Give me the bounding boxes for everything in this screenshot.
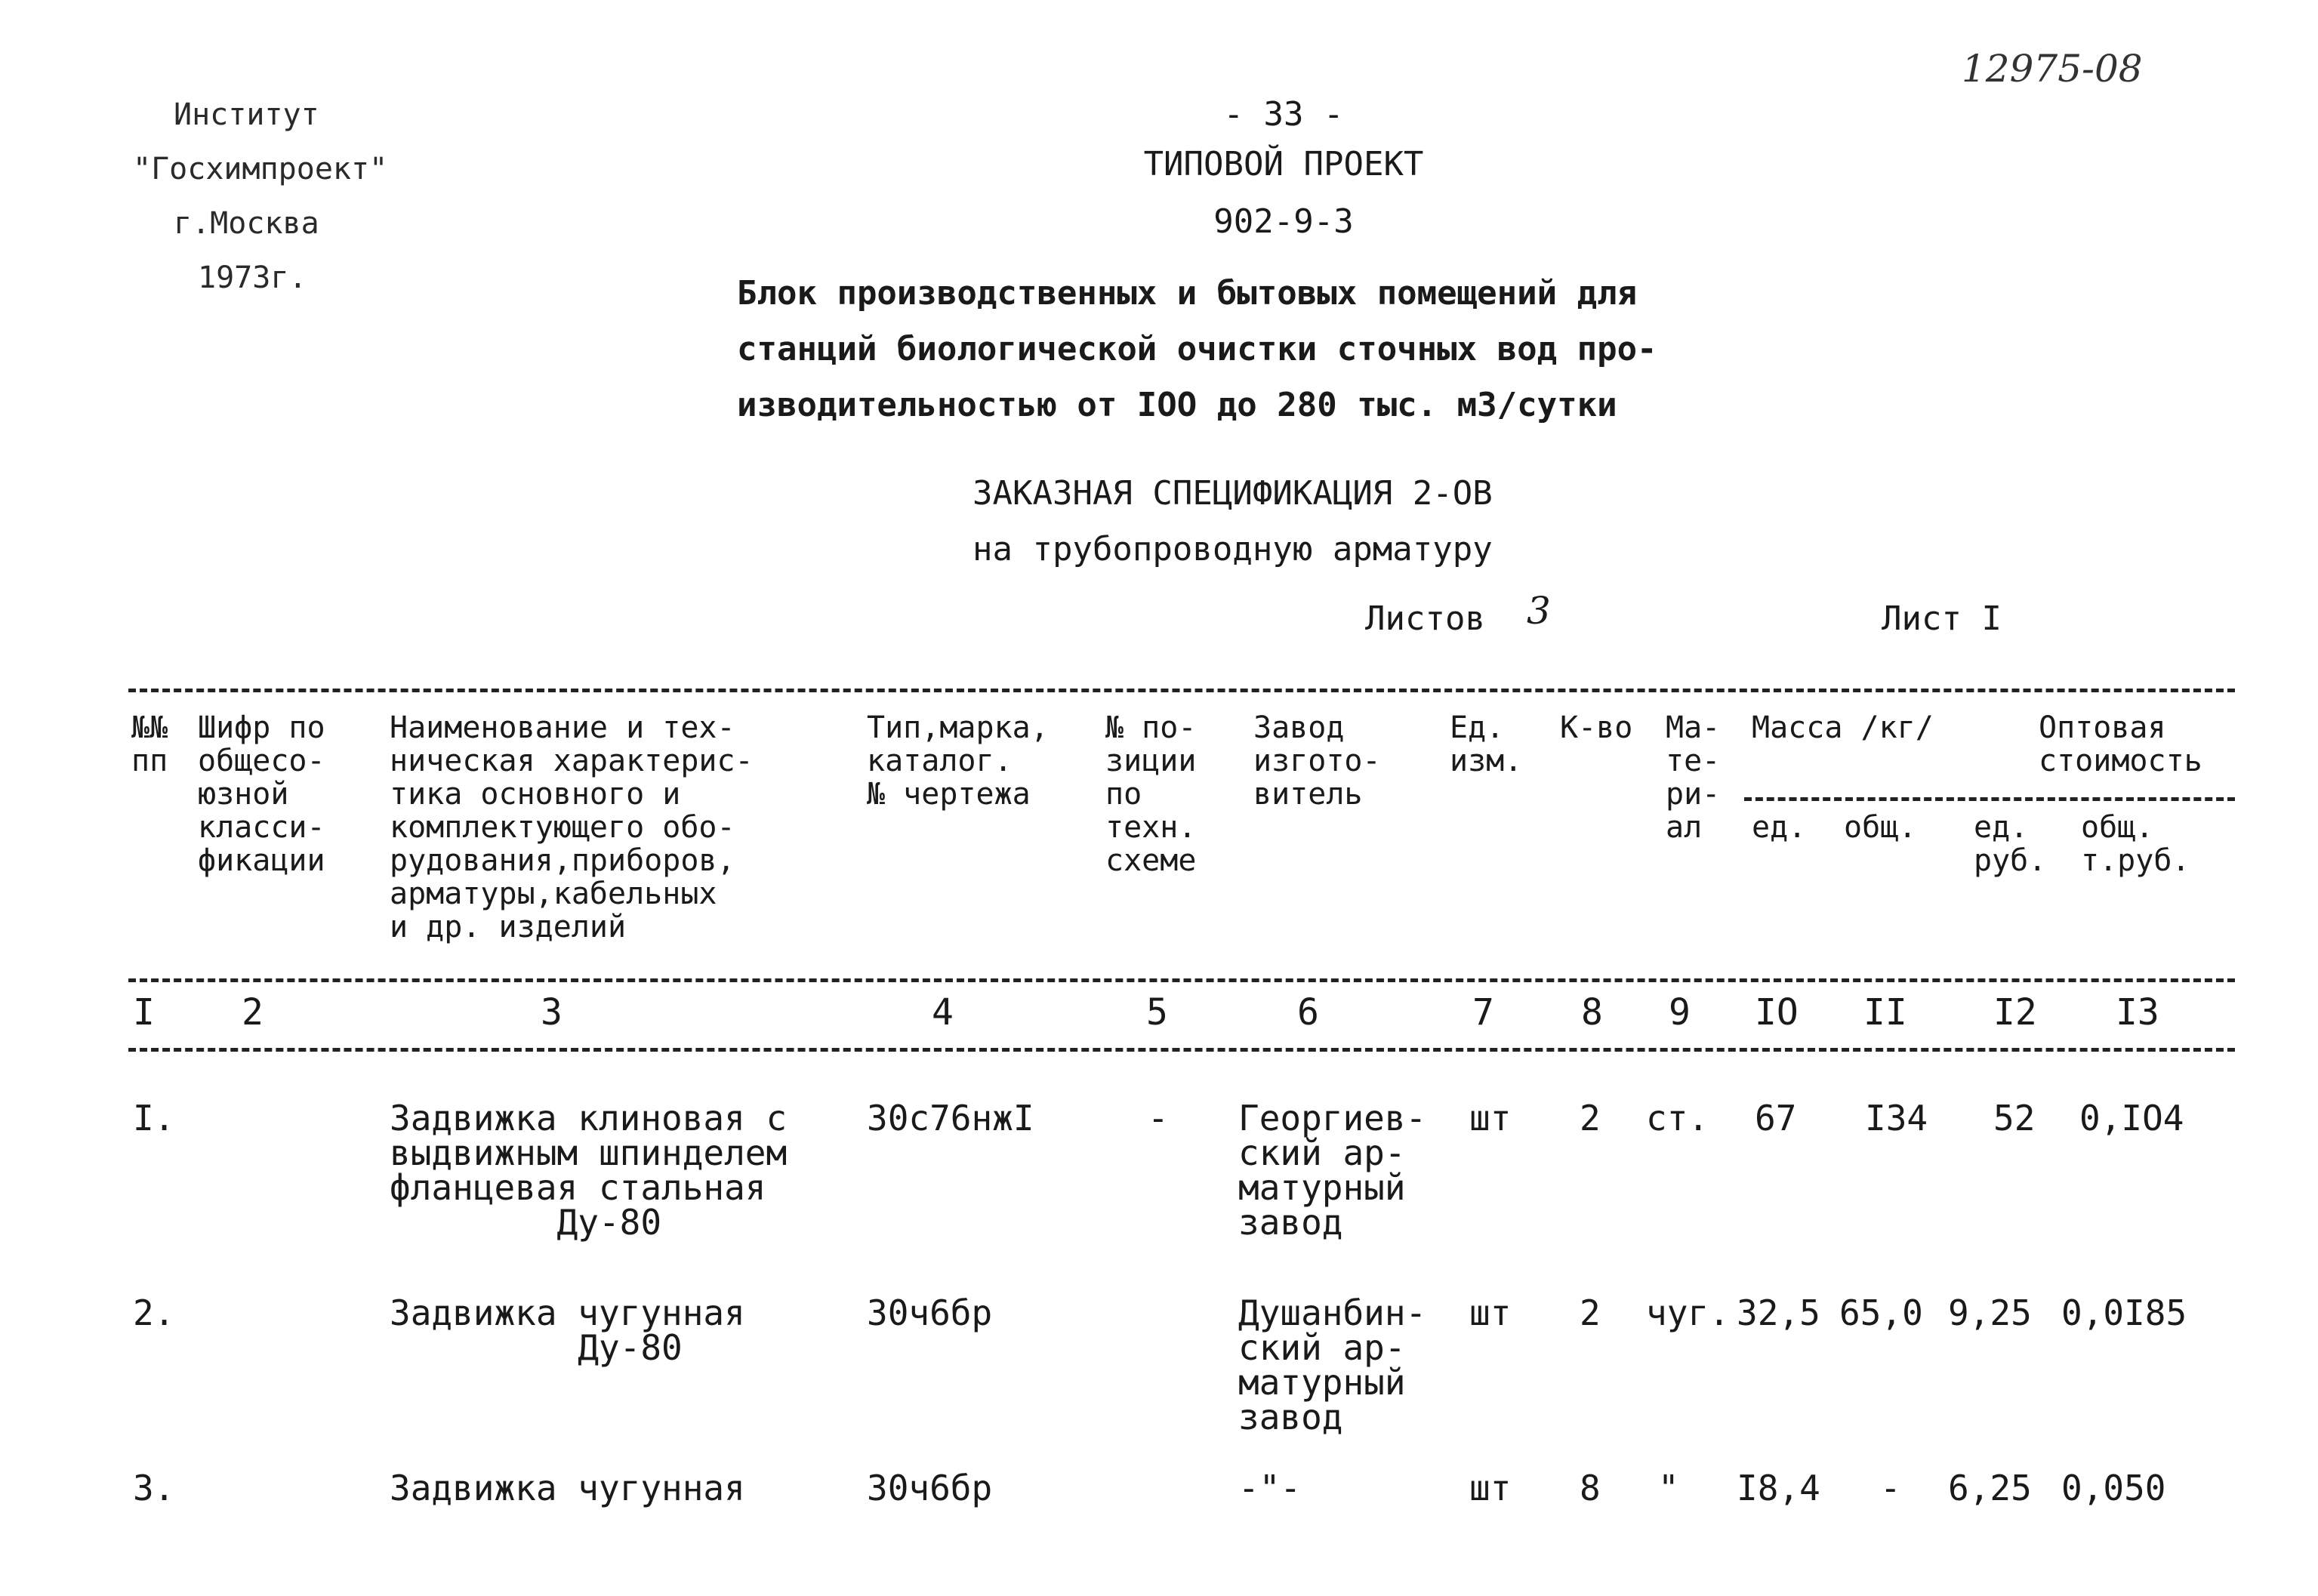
project-type: ТИПОВОЙ ПРОЕКТ <box>1143 145 1424 183</box>
row-quantity: 2 <box>1580 1293 1601 1333</box>
row-material: " <box>1658 1468 1679 1508</box>
row-price-total: 0,IO4 <box>2079 1098 2184 1138</box>
mass-price-divider-rule <box>1744 797 2235 801</box>
document-stamp-number: 12975-08 <box>1962 47 2143 91</box>
column-number: 8 <box>1581 991 1603 1034</box>
col-header-mass-unit: ед. <box>1752 810 1807 845</box>
row-unit: шт <box>1469 1293 1512 1333</box>
row-mass-total: I34 <box>1865 1098 1928 1138</box>
row-type: 30ч6бр <box>867 1293 993 1333</box>
institute-org: "Госхимпроект" <box>133 152 388 186</box>
institute-name: Институт <box>174 97 319 132</box>
row-price-total: 0,050 <box>2061 1468 2166 1508</box>
row-mass-unit: I8,4 <box>1737 1468 1820 1508</box>
col-header-material: Ма- те- ри- ал <box>1666 710 1721 845</box>
page-number: - 33 - <box>1223 95 1344 134</box>
row-material: чуг. <box>1646 1293 1730 1333</box>
column-number: 2 <box>242 991 264 1034</box>
spec-subtitle: на трубопроводную арматуру <box>973 530 1493 568</box>
row-factory: Георгиев- ский ар- матурный завод <box>1238 1098 1427 1243</box>
row-quantity: 2 <box>1580 1098 1601 1138</box>
row-price-unit: 6,25 <box>1948 1468 2032 1508</box>
row-unit: шт <box>1469 1468 1512 1508</box>
row-mass-total: 65,0 <box>1839 1293 1923 1333</box>
row-price-unit: 9,25 <box>1948 1293 2032 1333</box>
sheets-total-label: Листов <box>1365 599 1485 638</box>
sheet-current: Лист I <box>1882 599 2002 638</box>
row-price-unit: 52 <box>1993 1098 2036 1138</box>
row-factory: -"- <box>1238 1468 1302 1508</box>
header-bottom-rule <box>128 978 2235 982</box>
column-numbers-rule <box>128 1048 2235 1052</box>
col-header-price-unit: ед. руб. <box>1974 810 2047 878</box>
sheets-total-value: 3 <box>1527 589 1551 633</box>
col-header-name: Наименование и тех- ническая характерис- тика основного и комплектующего обо- рудования,приборов, арматуры,кабельных и др. изделий <box>390 710 754 944</box>
row-name: Задвижка чугунная Ду-80 <box>390 1293 745 1368</box>
col-header-quantity: К-во <box>1560 710 1633 745</box>
row-number: 3. <box>133 1468 175 1508</box>
column-number: 5 <box>1146 991 1168 1034</box>
row-position: - <box>1148 1098 1169 1138</box>
row-name: Задвижка клиновая с выдвижным шпинделем фланцевая стальная Ду-80 <box>390 1098 788 1243</box>
row-mass-total: - <box>1880 1468 1901 1508</box>
institute-year: 1973г. <box>198 260 307 295</box>
col-header-type: Тип,марка, каталог. № чертежа <box>867 710 1049 812</box>
table-top-rule <box>128 689 2235 692</box>
row-mass-unit: 67 <box>1755 1098 1797 1138</box>
column-number: I3 <box>2116 991 2159 1034</box>
row-factory: Душанбин- ский ар- матурный завод <box>1238 1293 1427 1437</box>
column-number: 3 <box>541 991 563 1034</box>
col-header-number: №№ пп <box>131 710 168 778</box>
column-number: IO <box>1755 991 1799 1034</box>
row-name: Задвижка чугунная <box>390 1468 745 1508</box>
col-header-unit: Ед. изм. <box>1450 710 1523 778</box>
institute-city: г.Москва <box>174 206 319 241</box>
row-type: 30с76нжI <box>867 1098 1034 1138</box>
col-header-factory: Завод изгото- витель <box>1253 710 1381 812</box>
row-price-total: 0,0I85 <box>2061 1293 2187 1333</box>
row-unit: шт <box>1469 1098 1512 1138</box>
description-line-2: станций биологической очистки сточных вод про- <box>737 330 1657 368</box>
description-line-3: изводительностью от IOO до 280 тыс. м3/сутки <box>737 386 1617 424</box>
column-number: I2 <box>1993 991 2037 1034</box>
col-header-price: Оптовая стоимость <box>2039 710 2202 778</box>
col-header-mass: Масса /кг/ <box>1752 710 1934 745</box>
spec-title: ЗАКАЗНАЯ СПЕЦИФИКАЦИЯ 2-ОВ <box>973 474 1493 513</box>
column-number: II <box>1863 991 1907 1034</box>
col-header-mass-total: общ. <box>1844 810 1917 845</box>
row-material: ст. <box>1646 1098 1709 1138</box>
row-quantity: 8 <box>1580 1468 1601 1508</box>
project-code: 902-9-3 <box>1213 202 1354 241</box>
col-header-code: Шифр по общесо- юзной класси- фикации <box>198 710 325 878</box>
column-number: 4 <box>932 991 954 1034</box>
col-header-price-total: общ. т.руб. <box>2081 810 2190 878</box>
column-number: 9 <box>1669 991 1691 1034</box>
column-number: 7 <box>1472 991 1494 1034</box>
row-number: 2. <box>133 1293 175 1333</box>
col-header-position: № по- зиции по техн. схеме <box>1105 710 1197 878</box>
row-number: I. <box>133 1098 175 1138</box>
column-number: I <box>133 991 155 1034</box>
row-mass-unit: 32,5 <box>1737 1293 1820 1333</box>
column-number: 6 <box>1297 991 1319 1034</box>
description-line-1: Блок производственных и бытовых помещений для <box>737 274 1638 313</box>
row-type: 30ч6бр <box>867 1468 993 1508</box>
